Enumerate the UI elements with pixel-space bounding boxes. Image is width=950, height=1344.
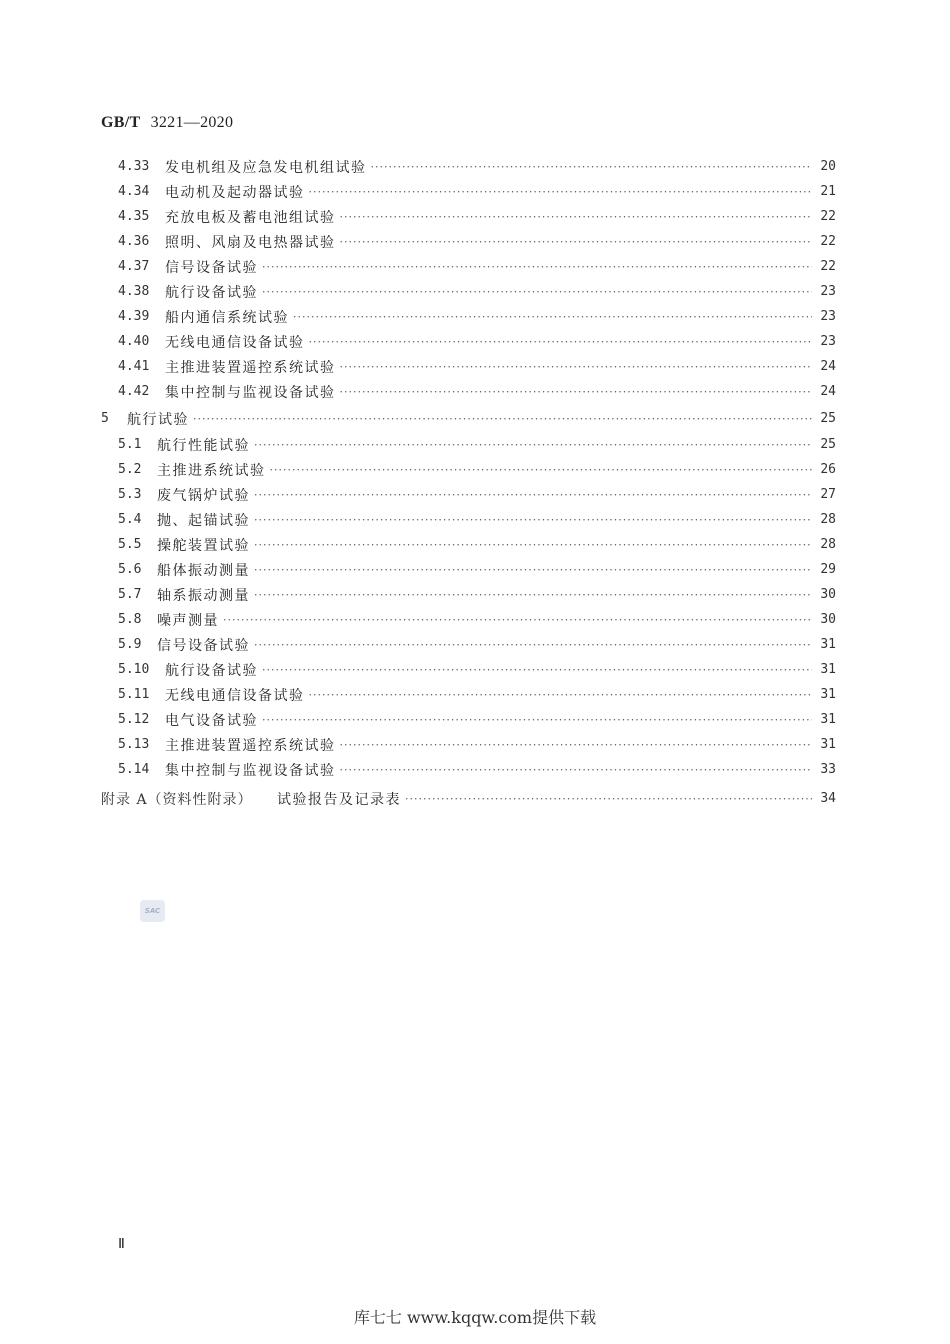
toc-leader-dots [262, 657, 812, 682]
toc-entry-page: 31 [820, 737, 836, 752]
toc-entry-title: 无线电通信设备试验 [165, 687, 305, 704]
toc-entry[interactable] [118, 229, 836, 254]
toc-entry-number: 5.14 [118, 762, 150, 777]
toc-entry-number: 4.39 [118, 309, 150, 324]
toc-leader-dots [340, 379, 813, 404]
toc-entry-title: 集中控制与监视设备试验 [165, 384, 336, 401]
page-number: Ⅱ [118, 1237, 125, 1252]
toc-entry-title: 抛、起锚试验 [157, 512, 250, 529]
toc-entry[interactable] [101, 406, 836, 431]
toc-entry-number: 4.41 [118, 359, 150, 374]
toc-leader-dots [254, 507, 812, 532]
toc-entry[interactable] [118, 457, 836, 482]
toc-entry-page: 34 [820, 791, 836, 806]
toc-leader-dots [309, 179, 813, 204]
toc-entry-title: 航行设备试验 [165, 284, 258, 301]
toc-entry[interactable] [118, 682, 836, 707]
toc-leader-dots [340, 204, 813, 229]
toc-entry-number: 4.33 [118, 159, 150, 174]
toc-entry-page: 22 [820, 259, 836, 274]
toc-entry-number: 5.1 [118, 437, 142, 452]
toc-entry-number: 5.7 [118, 587, 142, 602]
toc-entry[interactable] [118, 482, 836, 507]
toc-leader-dots [340, 354, 813, 379]
toc-leader-dots [254, 582, 812, 607]
toc-leader-dots [270, 457, 813, 482]
toc-leader-dots [262, 707, 812, 732]
toc-entry-page: 23 [820, 334, 836, 349]
toc-entry-number: 5.3 [118, 487, 142, 502]
toc-entry[interactable] [118, 354, 836, 379]
toc-entry-title: 主推进装置遥控系统试验 [165, 737, 336, 754]
toc-entry-title: 信号设备试验 [157, 637, 250, 654]
toc-entry-title: 信号设备试验 [165, 259, 258, 276]
toc-leader-dots [254, 632, 812, 657]
toc-entry[interactable] [118, 329, 836, 354]
toc-entry-number: 4.36 [118, 234, 150, 249]
toc-entry-page: 20 [820, 159, 836, 174]
toc-entry-page: 31 [820, 662, 836, 677]
toc-leader-dots [293, 304, 812, 329]
toc-entry[interactable] [118, 304, 836, 329]
toc-entry-title: 充放电板及蓄电池组试验 [165, 209, 336, 226]
toc-entry[interactable] [118, 582, 836, 607]
toc-entry-title: 试验报告及记录表 [277, 791, 401, 808]
toc-entry-page: 23 [820, 309, 836, 324]
toc-leader-dots [262, 279, 812, 304]
toc-entry-number: 4.37 [118, 259, 150, 274]
toc-entry-page: 31 [820, 712, 836, 727]
toc-entry-number: 4.38 [118, 284, 150, 299]
toc-entry[interactable] [118, 707, 836, 732]
toc-entry-title: 船内通信系统试验 [165, 309, 289, 326]
toc-entry[interactable] [118, 432, 836, 457]
toc-entry-page: 27 [820, 487, 836, 502]
toc-entry-page: 28 [820, 537, 836, 552]
toc-entry-title: 废气锅炉试验 [157, 487, 250, 504]
toc-entry-number: 5.5 [118, 537, 142, 552]
toc-entry[interactable] [118, 279, 836, 304]
toc-entry[interactable] [118, 532, 836, 557]
toc-entry-number: 附录 A（资料性附录） [101, 791, 253, 808]
toc-entry[interactable] [101, 786, 836, 811]
toc-entry-page: 25 [820, 437, 836, 452]
toc-entry-number: 5.10 [118, 662, 150, 677]
toc-entry-page: 26 [820, 462, 836, 477]
toc-leader-dots [262, 254, 812, 279]
toc-entry-number: 5.11 [118, 687, 150, 702]
toc-entry[interactable] [118, 154, 836, 179]
toc-entry-number: 5.6 [118, 562, 142, 577]
toc-entry-number: 5.2 [118, 462, 142, 477]
standard-number: 3221—2020 [150, 114, 234, 131]
toc-entry-title: 操舵装置试验 [157, 537, 250, 554]
toc-entry-page: 30 [820, 587, 836, 602]
toc-entry-title: 噪声测量 [157, 612, 219, 629]
toc-entry[interactable] [118, 732, 836, 757]
toc-entry[interactable] [118, 254, 836, 279]
toc-entry-page: 24 [820, 359, 836, 374]
toc-leader-dots [340, 732, 813, 757]
toc-entry-number: 4.40 [118, 334, 150, 349]
toc-entry-number: 5.13 [118, 737, 150, 752]
document-header [101, 113, 233, 132]
toc-entry-title: 航行性能试验 [157, 437, 250, 454]
toc-entry-page: 24 [820, 384, 836, 399]
toc-leader-dots [254, 432, 812, 457]
toc-entry-page: 21 [820, 184, 836, 199]
toc-entry-page: 31 [820, 687, 836, 702]
toc-leader-dots [340, 757, 813, 782]
toc-entry-title: 主推进系统试验 [157, 462, 266, 479]
toc-entry[interactable] [118, 607, 836, 632]
toc-entry[interactable] [118, 757, 836, 782]
toc-entry-title: 主推进装置遥控系统试验 [165, 359, 336, 376]
toc-entry-title: 发电机组及应急发电机组试验 [165, 159, 367, 176]
toc-entry-page: 33 [820, 762, 836, 777]
toc-entry-title: 照明、风扇及电热器试验 [165, 234, 336, 251]
toc-entry-title: 集中控制与监视设备试验 [165, 762, 336, 779]
toc-entry-title: 电气设备试验 [165, 712, 258, 729]
toc-leader-dots [309, 682, 813, 707]
toc-entry-page: 22 [820, 209, 836, 224]
toc-leader-dots [371, 154, 813, 179]
sac-logo: SAC [140, 900, 165, 922]
toc-entry[interactable] [118, 657, 836, 682]
toc-leader-dots [223, 607, 812, 632]
toc-entry-number: 5.8 [118, 612, 142, 627]
toc-entry-page: 25 [820, 411, 836, 426]
toc-entry-number: 4.42 [118, 384, 150, 399]
toc-entry-number: 5.12 [118, 712, 150, 727]
toc-entry[interactable] [118, 507, 836, 532]
toc-entry-page: 30 [820, 612, 836, 627]
toc-entry[interactable] [118, 204, 836, 229]
toc-entry-number: 5.9 [118, 637, 142, 652]
toc-entry-title: 无线电通信设备试验 [165, 334, 305, 351]
download-footer: 库七七 www.kqqw.com提供下载 [353, 1308, 597, 1327]
toc-leader-dots [405, 786, 812, 811]
toc-leader-dots [340, 229, 813, 254]
toc-leader-dots [309, 329, 813, 354]
toc-leader-dots [193, 406, 812, 431]
toc-entry-page: 29 [820, 562, 836, 577]
toc-entry[interactable] [118, 632, 836, 657]
standard-code: GB/T [101, 114, 141, 131]
toc-entry-page: 28 [820, 512, 836, 527]
toc-leader-dots [254, 557, 812, 582]
toc-entry-page: 23 [820, 284, 836, 299]
toc-entry-title: 航行设备试验 [165, 662, 258, 679]
toc-entry-number: 5.4 [118, 512, 142, 527]
toc-entry-number: 4.35 [118, 209, 150, 224]
toc-entry-title: 航行试验 [127, 411, 189, 428]
toc-leader-dots [254, 532, 812, 557]
toc-entry-number: 5 [101, 411, 109, 426]
toc-entry-title: 轴系振动测量 [157, 587, 250, 604]
toc-entry-title: 船体振动测量 [157, 562, 250, 579]
toc-entry-page: 31 [820, 637, 836, 652]
toc-leader-dots [254, 482, 812, 507]
toc-entry[interactable] [118, 379, 836, 404]
toc-entry[interactable] [118, 179, 836, 204]
toc-entry-title: 电动机及起动器试验 [165, 184, 305, 201]
toc-entry-number: 4.34 [118, 184, 150, 199]
toc-entry[interactable] [118, 557, 836, 582]
toc-entry-page: 22 [820, 234, 836, 249]
